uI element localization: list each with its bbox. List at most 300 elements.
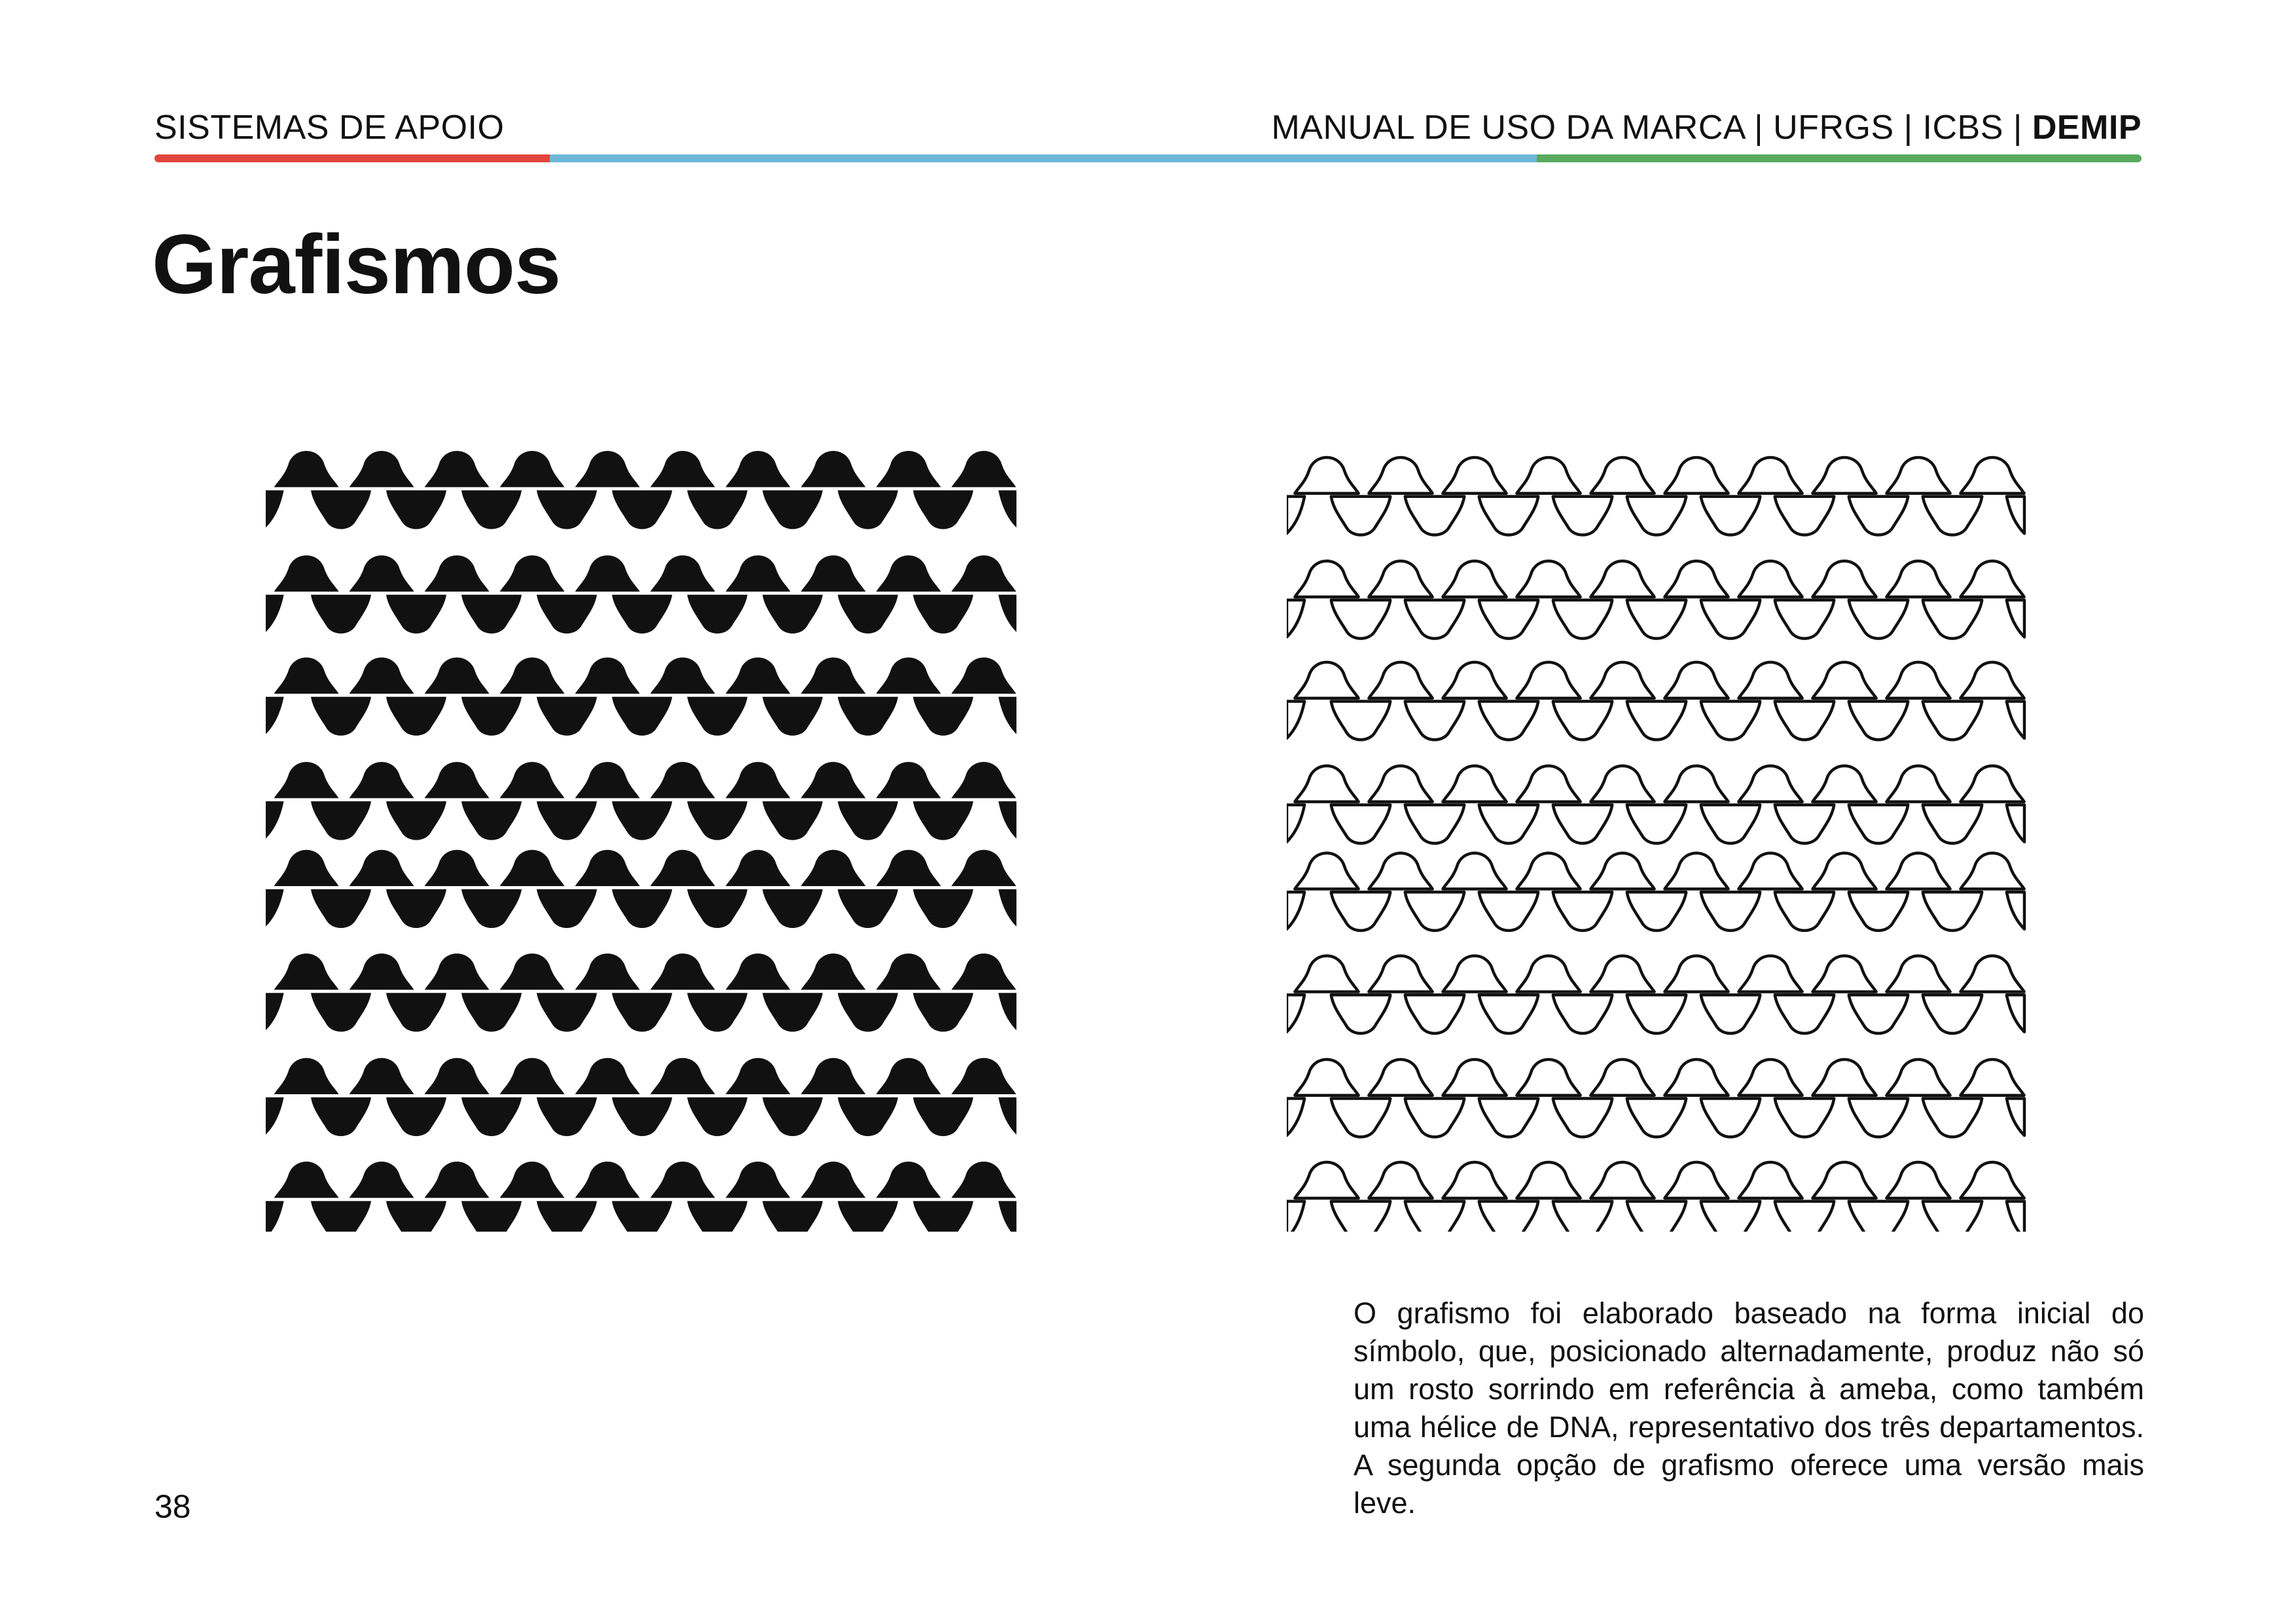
bowl-half-shape xyxy=(998,595,1016,632)
dome-shape xyxy=(1812,853,1876,889)
dome-shape xyxy=(1738,956,1802,992)
dome-shape xyxy=(1960,561,2024,597)
dome-shape xyxy=(651,451,715,487)
dome-shape xyxy=(1738,1060,1802,1096)
bowl-shape xyxy=(1849,702,1908,740)
bowl-shape xyxy=(1331,600,1390,639)
dome-shape xyxy=(1516,956,1580,992)
bowl-shape xyxy=(311,697,371,736)
dome-shape xyxy=(1886,956,1950,992)
dome-shape xyxy=(1369,766,1432,802)
bowl-shape xyxy=(1553,1099,1612,1137)
pattern-row xyxy=(266,1162,1016,1232)
description-line: um rosto sorrindo em referência à ameba, como também xyxy=(1354,1372,2144,1406)
bowl-half-shape xyxy=(266,1201,284,1232)
dome-shape xyxy=(801,850,866,886)
description-line: O grafismo foi elaborado baseado na forma inicial do xyxy=(1354,1296,2144,1330)
dome-shape xyxy=(425,556,490,592)
bowl-shape xyxy=(1553,995,1612,1033)
dome-shape xyxy=(801,954,866,990)
dome-shape xyxy=(876,954,941,990)
bowl-shape xyxy=(762,889,823,928)
dome-shape xyxy=(651,1162,715,1198)
dome-shape xyxy=(1295,561,1358,597)
bowl-shape xyxy=(461,889,522,928)
dome-shape xyxy=(952,658,1016,694)
dome-shape xyxy=(1369,1162,1432,1198)
dome-shape xyxy=(952,1058,1016,1094)
dome-shape xyxy=(1960,457,2024,493)
dome-shape xyxy=(350,850,414,886)
bowl-shape xyxy=(1701,995,1760,1033)
bowl-shape xyxy=(1627,805,1686,844)
bowl-shape xyxy=(311,801,371,840)
bowl-half-shape xyxy=(2007,702,2024,739)
dome-shape xyxy=(1516,662,1580,698)
dome-shape xyxy=(952,850,1016,886)
dome-shape xyxy=(876,658,941,694)
dome-shape xyxy=(651,954,715,990)
dome-shape xyxy=(1295,956,1358,992)
bowl-shape xyxy=(461,1097,522,1136)
dome-shape xyxy=(350,954,414,990)
dome-shape xyxy=(876,1058,941,1094)
dome-shape xyxy=(274,658,339,694)
dome-shape xyxy=(274,850,339,886)
bowl-shape xyxy=(537,1201,597,1232)
bowl-half-shape xyxy=(266,697,284,734)
dome-shape xyxy=(1295,853,1358,889)
dome-shape xyxy=(1664,662,1728,698)
dome-shape xyxy=(726,954,791,990)
dome-shape xyxy=(1516,561,1580,597)
dome-shape xyxy=(1443,457,1506,493)
bowl-shape xyxy=(1479,1202,1538,1232)
dome-shape xyxy=(726,762,791,798)
bowl-shape xyxy=(1553,497,1612,535)
dome-shape xyxy=(726,658,791,694)
bowl-shape xyxy=(1701,497,1760,535)
bowl-half-shape xyxy=(1287,497,1304,534)
dome-shape xyxy=(1812,1060,1876,1096)
dome-shape xyxy=(1590,561,1654,597)
bowl-shape xyxy=(1775,702,1834,740)
dome-shape xyxy=(1664,766,1728,802)
dome-shape xyxy=(425,954,490,990)
bowl-shape xyxy=(1775,497,1834,535)
bowl-half-shape xyxy=(998,801,1016,838)
bowl-shape xyxy=(386,993,446,1031)
dome-shape xyxy=(1369,956,1432,992)
bowl-half-shape xyxy=(2007,1202,2024,1232)
dome-shape xyxy=(1590,766,1654,802)
dome-shape xyxy=(500,1162,565,1198)
bowl-half-shape xyxy=(1287,702,1304,739)
bowl-shape xyxy=(1331,1202,1390,1232)
bowl-shape xyxy=(537,993,597,1031)
dome-shape xyxy=(575,954,640,990)
bowl-shape xyxy=(1627,1202,1686,1232)
dome-shape xyxy=(876,762,941,798)
bowl-half-shape xyxy=(1287,1099,1304,1136)
dome-shape xyxy=(1960,1060,2024,1096)
dome-shape xyxy=(1738,662,1802,698)
bowl-shape xyxy=(1331,995,1390,1033)
dome-shape xyxy=(1664,1162,1728,1198)
bowl-shape xyxy=(762,697,823,736)
dome-shape xyxy=(1738,853,1802,889)
bowl-shape xyxy=(311,490,371,529)
dome-shape xyxy=(500,954,565,990)
dome-shape xyxy=(876,451,941,487)
dome-shape xyxy=(1738,766,1802,802)
bowl-shape xyxy=(687,697,747,736)
pattern-row xyxy=(1287,457,2024,535)
bowl-shape xyxy=(1405,600,1464,639)
dome-shape xyxy=(801,1162,866,1198)
bowl-shape xyxy=(838,490,898,529)
bowl-shape xyxy=(1627,995,1686,1033)
bowl-shape xyxy=(913,595,973,633)
bowl-shape xyxy=(1405,497,1464,535)
dome-shape xyxy=(1812,662,1876,698)
dome-shape xyxy=(1812,766,1876,802)
bowl-half-shape xyxy=(266,1097,284,1135)
bowl-half-shape xyxy=(998,697,1016,734)
bowl-half-shape xyxy=(2007,600,2024,637)
bowl-shape xyxy=(1479,702,1538,740)
bowl-shape xyxy=(1627,702,1686,740)
bowl-shape xyxy=(1775,995,1834,1033)
dome-shape xyxy=(425,1162,490,1198)
dome-shape xyxy=(1516,457,1580,493)
dome-shape xyxy=(1516,1162,1580,1198)
bowl-shape xyxy=(1923,702,1982,740)
dome-shape xyxy=(1443,853,1506,889)
bowl-shape xyxy=(386,1097,446,1136)
description-text xyxy=(1354,1294,2144,1522)
bowl-shape xyxy=(537,697,597,736)
dome-shape xyxy=(500,1058,565,1094)
dome-shape xyxy=(1664,956,1728,992)
bowl-shape xyxy=(311,595,371,633)
bowl-shape xyxy=(1479,892,1538,931)
bowl-shape xyxy=(1553,892,1612,931)
dome-shape xyxy=(274,1162,339,1198)
bowl-half-shape xyxy=(266,595,284,632)
bowl-shape xyxy=(386,595,446,633)
manual-title xyxy=(1271,105,2142,151)
bowl-half-shape xyxy=(2007,995,2024,1032)
dome-shape xyxy=(726,556,791,592)
bowl-shape xyxy=(687,1097,747,1136)
dome-shape xyxy=(1590,853,1654,889)
bowl-half-shape xyxy=(1287,805,1304,842)
dome-shape xyxy=(350,658,414,694)
bowl-shape xyxy=(1479,497,1538,535)
bowl-shape xyxy=(913,1097,973,1136)
description-line: uma hélice de DNA, representativo dos três departamentos. xyxy=(1354,1410,2144,1444)
bowl-shape xyxy=(1553,702,1612,740)
dome-shape xyxy=(1738,1162,1802,1198)
bowl-shape xyxy=(762,595,823,633)
dome-shape xyxy=(500,451,565,487)
bowl-shape xyxy=(1553,805,1612,844)
pattern-row xyxy=(266,762,1016,840)
bowl-shape xyxy=(1849,1202,1908,1232)
dome-shape xyxy=(1295,766,1358,802)
bowl-half-shape xyxy=(998,889,1016,927)
dome-shape xyxy=(801,556,866,592)
header-color-rule xyxy=(154,154,2142,162)
bowl-half-shape xyxy=(998,490,1016,527)
dome-shape xyxy=(801,451,866,487)
bowl-shape xyxy=(913,889,973,928)
dome-shape xyxy=(1295,457,1358,493)
bowl-shape xyxy=(1923,600,1982,639)
bowl-shape xyxy=(1331,805,1390,844)
bowl-shape xyxy=(612,490,672,529)
bowl-shape xyxy=(1775,600,1834,639)
dome-shape xyxy=(1812,956,1876,992)
bowl-shape xyxy=(311,1097,371,1136)
dome-shape xyxy=(1664,1060,1728,1096)
bowl-shape xyxy=(838,889,898,928)
bowl-shape xyxy=(537,801,597,840)
bowl-shape xyxy=(1627,892,1686,931)
dome-shape xyxy=(1590,1162,1654,1198)
dome-shape xyxy=(575,658,640,694)
pattern-row xyxy=(1287,662,2024,740)
bowl-shape xyxy=(1479,600,1538,639)
bowl-shape xyxy=(537,595,597,633)
dome-shape xyxy=(876,556,941,592)
bowl-shape xyxy=(1775,1202,1834,1232)
bowl-shape xyxy=(1627,600,1686,639)
dome-shape xyxy=(425,1058,490,1094)
dome-shape xyxy=(1812,457,1876,493)
dome-shape xyxy=(1960,956,2024,992)
dome-shape xyxy=(1664,561,1728,597)
manual-title-department: DEMIP xyxy=(2032,109,2142,147)
outline-graphic-pattern xyxy=(1287,453,2026,1232)
bowl-shape xyxy=(1775,805,1834,844)
bowl-half-shape xyxy=(266,801,284,838)
bowl-half-shape xyxy=(1287,1202,1304,1232)
bowl-shape xyxy=(838,595,898,633)
bowl-shape xyxy=(1405,805,1464,844)
bowl-shape xyxy=(386,697,446,736)
dome-shape xyxy=(651,850,715,886)
bowl-shape xyxy=(762,1097,823,1136)
bowl-shape xyxy=(1775,892,1834,931)
bowl-shape xyxy=(913,993,973,1031)
dome-shape xyxy=(1443,1060,1506,1096)
bowl-half-shape xyxy=(2007,805,2024,842)
dome-shape xyxy=(1960,766,2024,802)
dome-shape xyxy=(651,556,715,592)
dome-shape xyxy=(726,451,791,487)
dome-shape xyxy=(1443,1162,1506,1198)
dome-shape xyxy=(1812,561,1876,597)
bowl-shape xyxy=(838,993,898,1031)
bowl-shape xyxy=(1923,1099,1982,1137)
bowl-shape xyxy=(1405,892,1464,931)
bowl-shape xyxy=(537,889,597,928)
bowl-shape xyxy=(461,993,522,1031)
dome-shape xyxy=(425,850,490,886)
dome-shape xyxy=(575,850,640,886)
bowl-shape xyxy=(1923,1202,1982,1232)
bowl-shape xyxy=(838,1201,898,1232)
dome-shape xyxy=(651,658,715,694)
dome-shape xyxy=(1960,853,2024,889)
bowl-shape xyxy=(386,801,446,840)
bowl-shape xyxy=(1627,497,1686,535)
bowl-shape xyxy=(762,1201,823,1232)
pattern-row xyxy=(266,556,1016,633)
pattern-row xyxy=(1287,853,2024,930)
pattern-row xyxy=(266,451,1016,529)
dome-shape xyxy=(350,556,414,592)
bowl-shape xyxy=(1701,1099,1760,1137)
pattern-row xyxy=(266,954,1016,1031)
dome-shape xyxy=(1960,662,2024,698)
dome-shape xyxy=(801,658,866,694)
dome-shape xyxy=(1369,662,1432,698)
pattern-row xyxy=(1287,1162,2024,1232)
dome-shape xyxy=(1664,853,1728,889)
dome-shape xyxy=(1590,457,1654,493)
dome-shape xyxy=(1886,662,1950,698)
bowl-shape xyxy=(461,595,522,633)
bowl-shape xyxy=(1775,1099,1834,1137)
bowl-shape xyxy=(386,889,446,928)
dome-shape xyxy=(651,1058,715,1094)
bowl-shape xyxy=(913,697,973,736)
bowl-shape xyxy=(461,490,522,529)
dome-shape xyxy=(1369,1060,1432,1096)
dome-shape xyxy=(1590,662,1654,698)
dome-shape xyxy=(1295,1060,1358,1096)
bowl-shape xyxy=(1479,805,1538,844)
bowl-shape xyxy=(1849,600,1908,639)
description-line: símbolo, que, posicionado alternadamente, produz não só xyxy=(1354,1334,2144,1368)
dome-shape xyxy=(876,850,941,886)
bowl-shape xyxy=(612,993,672,1031)
pattern-row xyxy=(266,658,1016,736)
dome-shape xyxy=(425,451,490,487)
dome-shape xyxy=(425,762,490,798)
bowl-half-shape xyxy=(266,490,284,527)
bowl-shape xyxy=(687,595,747,633)
dome-shape xyxy=(1886,457,1950,493)
dome-shape xyxy=(1516,853,1580,889)
bowl-shape xyxy=(762,993,823,1031)
dome-shape xyxy=(425,658,490,694)
dome-shape xyxy=(1738,561,1802,597)
bowl-shape xyxy=(311,993,371,1031)
dome-shape xyxy=(274,1058,339,1094)
dome-shape xyxy=(350,1058,414,1094)
page-number: 38 xyxy=(154,1488,191,1525)
bowl-shape xyxy=(1405,1099,1464,1137)
bowl-shape xyxy=(1701,702,1760,740)
bowl-shape xyxy=(386,1201,446,1232)
bowl-shape xyxy=(1923,805,1982,844)
bowl-half-shape xyxy=(2007,892,2024,929)
bowl-shape xyxy=(1849,1099,1908,1137)
dome-shape xyxy=(726,1058,791,1094)
dome-shape xyxy=(500,658,565,694)
dome-shape xyxy=(876,1162,941,1198)
description-line: A segunda opção de grafismo oferece uma versão mais leve. xyxy=(1354,1448,2144,1520)
bowl-half-shape xyxy=(2007,497,2024,534)
bowl-shape xyxy=(1701,892,1760,931)
dome-shape xyxy=(1295,1162,1358,1198)
bowl-shape xyxy=(1479,1099,1538,1137)
bowl-shape xyxy=(1553,600,1612,639)
pattern-row xyxy=(1287,956,2024,1033)
dome-shape xyxy=(1812,1162,1876,1198)
dome-shape xyxy=(274,954,339,990)
bowl-shape xyxy=(1331,1099,1390,1137)
bowl-half-shape xyxy=(1287,892,1304,929)
bowl-half-shape xyxy=(998,1097,1016,1135)
dome-shape xyxy=(350,451,414,487)
pattern-row xyxy=(1287,1060,2024,1137)
rule-segment-blue xyxy=(550,154,1537,162)
bowl-shape xyxy=(1479,995,1538,1033)
bowl-shape xyxy=(311,889,371,928)
pattern-row xyxy=(266,1058,1016,1136)
bowl-half-shape xyxy=(1287,600,1304,637)
dome-shape xyxy=(575,762,640,798)
dome-shape xyxy=(1886,1060,1950,1096)
dome-shape xyxy=(1886,766,1950,802)
bowl-shape xyxy=(1849,497,1908,535)
dome-shape xyxy=(575,451,640,487)
dome-shape xyxy=(1295,662,1358,698)
bowl-shape xyxy=(1849,995,1908,1033)
bowl-shape xyxy=(762,801,823,840)
bowl-shape xyxy=(1331,892,1390,931)
dome-shape xyxy=(1369,457,1432,493)
rule-segment-red xyxy=(154,154,550,162)
bowl-shape xyxy=(537,1097,597,1136)
dome-shape xyxy=(274,762,339,798)
rule-segment-green xyxy=(1537,154,2142,162)
bowl-shape xyxy=(838,801,898,840)
bowl-shape xyxy=(1923,995,1982,1033)
dome-shape xyxy=(1886,561,1950,597)
dome-shape xyxy=(651,762,715,798)
section-label: SISTEMAS DE APOIO xyxy=(154,109,505,147)
bowl-shape xyxy=(612,801,672,840)
dome-shape xyxy=(1516,1060,1580,1096)
bowl-shape xyxy=(1331,497,1390,535)
bowl-half-shape xyxy=(266,889,284,927)
dome-shape xyxy=(1443,766,1506,802)
bowl-shape xyxy=(386,490,446,529)
bowl-shape xyxy=(1923,892,1982,931)
dome-shape xyxy=(274,556,339,592)
bowl-shape xyxy=(612,595,672,633)
bowl-shape xyxy=(838,1097,898,1136)
bowl-shape xyxy=(1405,995,1464,1033)
dome-shape xyxy=(500,850,565,886)
bowl-shape xyxy=(913,490,973,529)
